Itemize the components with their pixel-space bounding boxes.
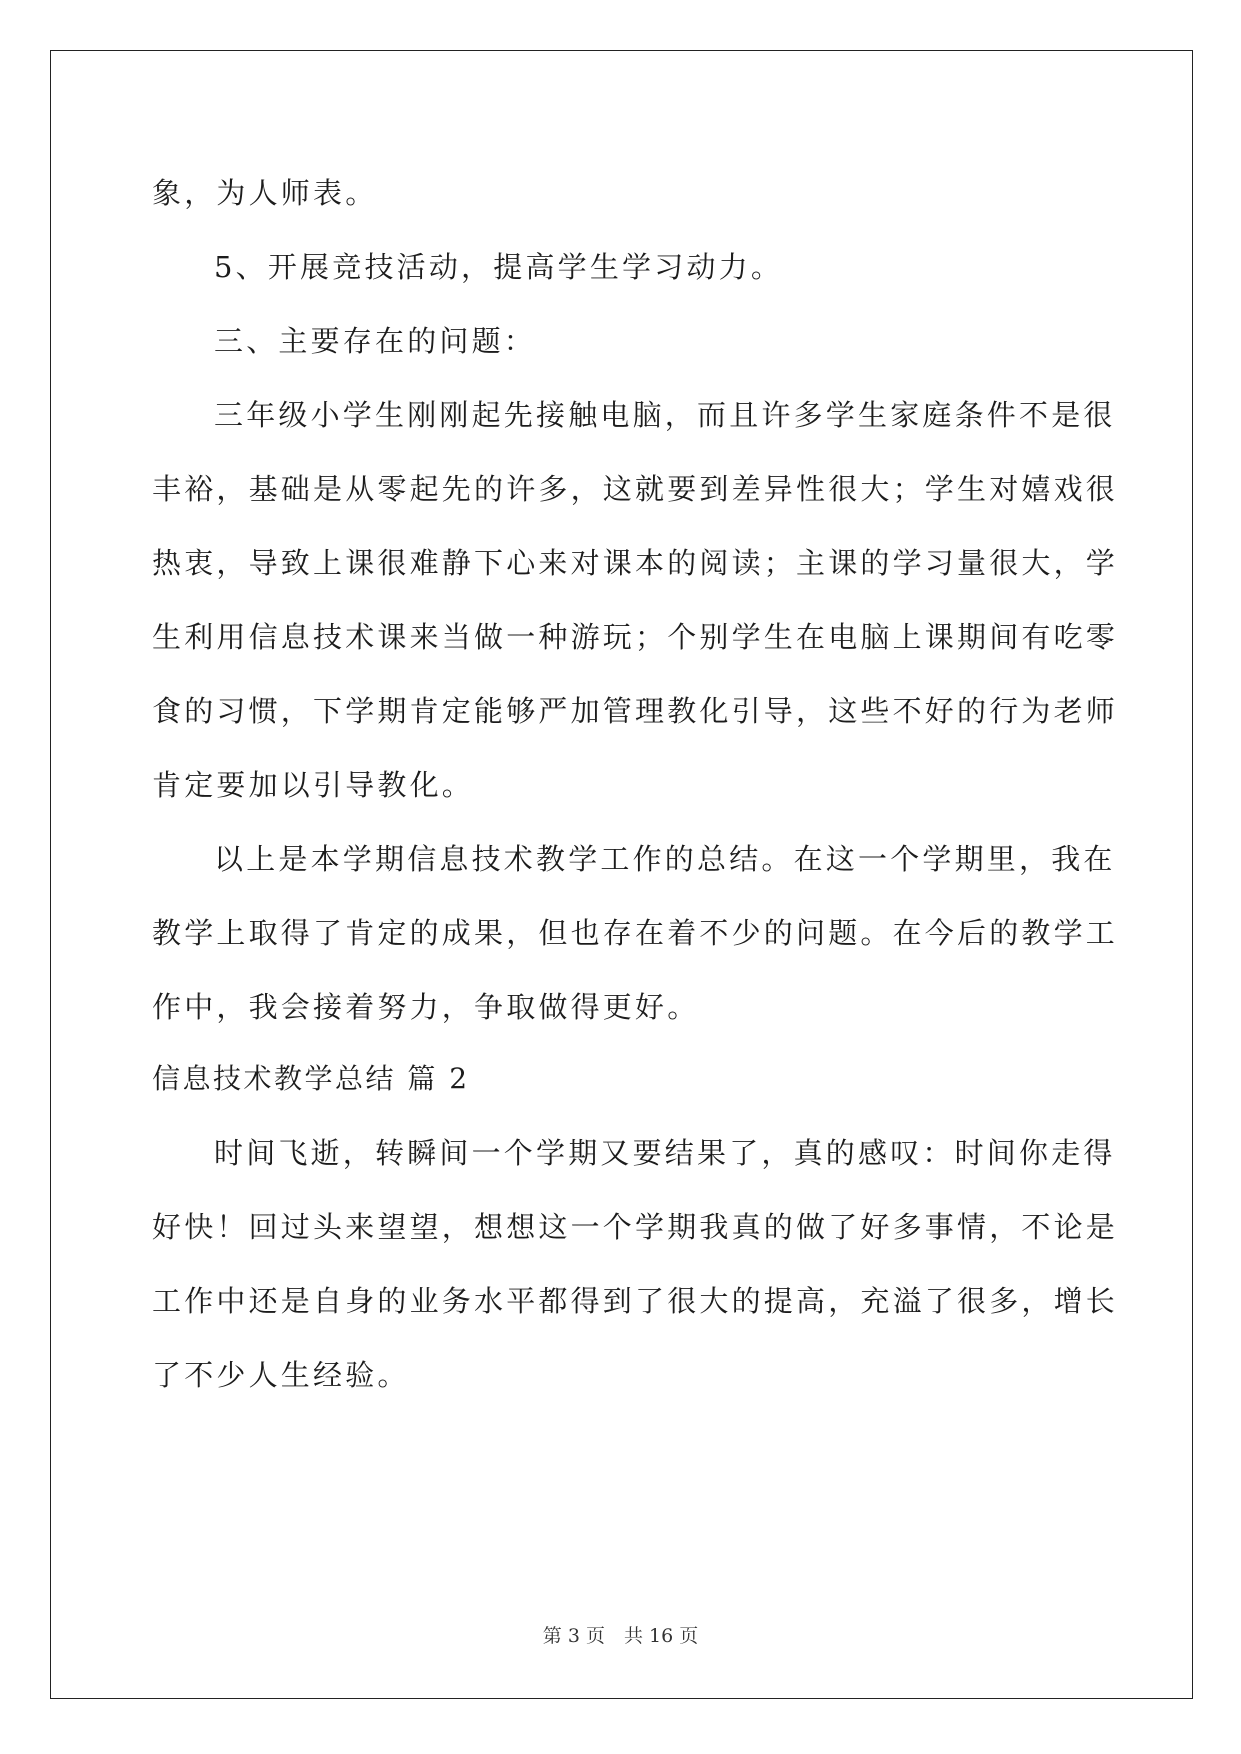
paragraph-line: 热衷，导致上课很难静下心来对课本的阅读；主课的学习量很大，学: [152, 546, 1119, 580]
paragraph-line: 食的习惯，下学期肯定能够严加管理教化引导，这些不好的行为老师: [152, 694, 1119, 728]
paragraph-line: 象，为人师表。: [152, 176, 378, 210]
page-number: 第 3 页 共 16 页: [542, 1625, 699, 1647]
paragraph-line: 三年级小学生刚刚起先接触电脑，而且许多学生家庭条件不是很: [214, 398, 1116, 432]
list-item-5: 5、开展竞技活动，提高学生学习动力。: [214, 250, 784, 284]
paragraph-line: 工作中还是自身的业务水平都得到了很大的提高，充溢了很多，增长: [152, 1284, 1119, 1318]
section-heading-problems: 三、主要存在的问题：: [214, 324, 537, 358]
paragraph-line: 肯定要加以引导教化。: [152, 768, 475, 802]
paragraph-line: 丰裕，基础是从零起先的许多，这就要到差异性很大；学生对嬉戏很: [152, 472, 1119, 506]
paragraph-line: 好快！回过头来望望，想想这一个学期我真的做了好多事情，不论是: [152, 1210, 1119, 1244]
paragraph-line: 时间飞逝，转瞬间一个学期又要结果了，真的感叹：时间你走得: [214, 1136, 1116, 1170]
paragraph-line: 了不少人生经验。: [152, 1358, 410, 1392]
paragraph-line: 教学上取得了肯定的成果，但也存在着不少的问题。在今后的教学工: [152, 916, 1119, 950]
paragraph-line: 以上是本学期信息技术教学工作的总结。在这一个学期里，我在: [214, 842, 1116, 876]
paragraph-line: 作中，我会接着努力，争取做得更好。: [152, 990, 700, 1024]
paragraph-line: 生利用信息技术课来当做一种游玩；个别学生在电脑上课期间有吃零: [152, 620, 1119, 654]
section-title: 信息技术教学总结 篇 2: [152, 1062, 470, 1095]
